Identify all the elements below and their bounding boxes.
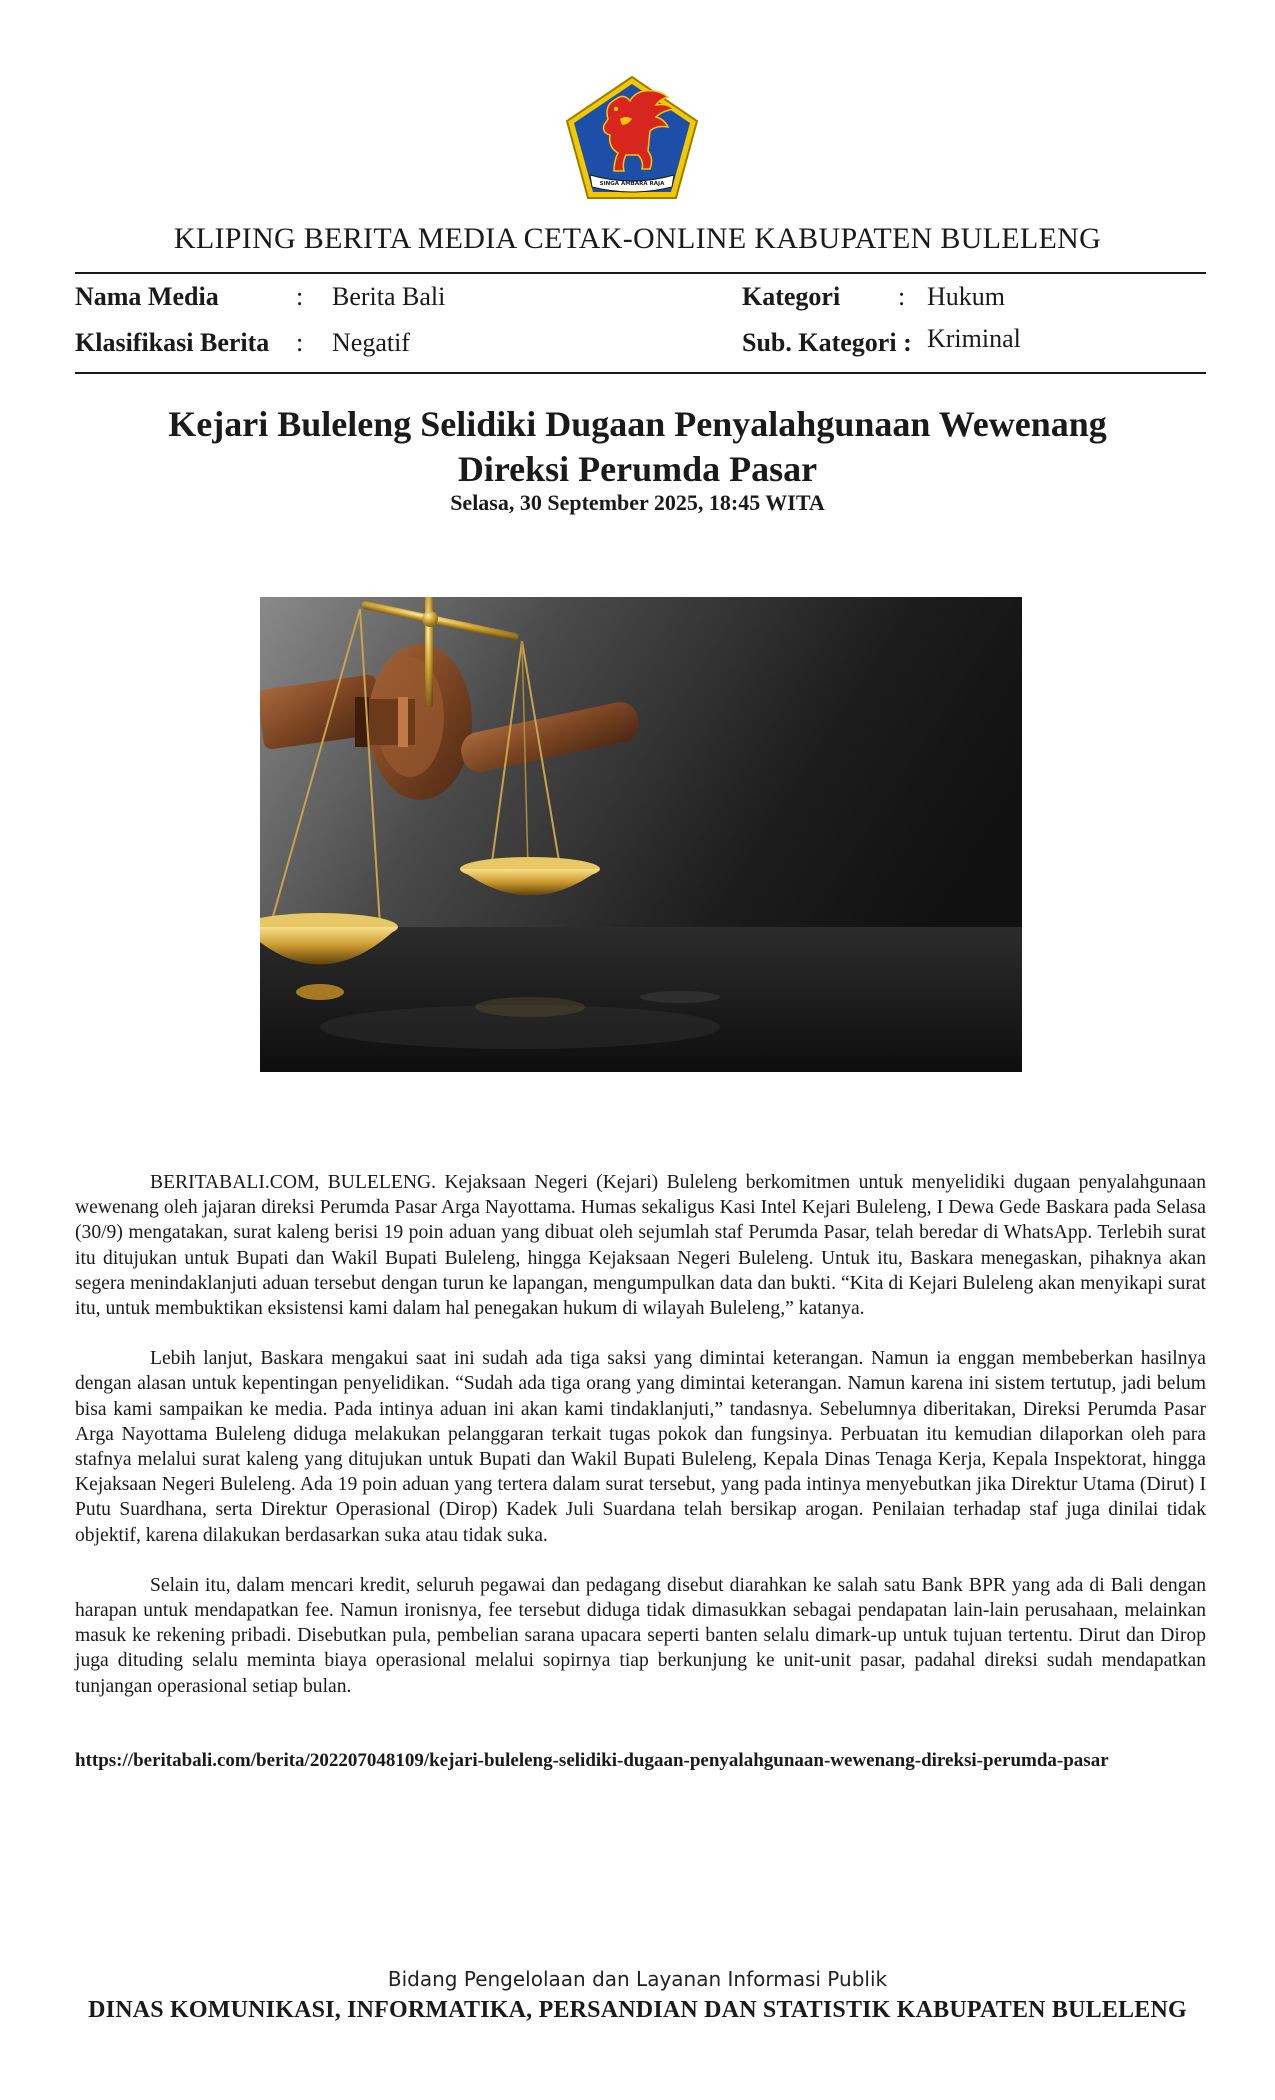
article-date: Selasa, 30 September 2025, 18:45 WITA bbox=[450, 490, 825, 515]
classification-value: Negatif bbox=[332, 328, 410, 357]
article-title-line-1: Kejari Buleleng Selidiki Dugaan Penyalahgunaan Wewenang bbox=[168, 404, 1107, 444]
gavel-and-scales-photo bbox=[260, 597, 1022, 1072]
media-value: Berita Bali bbox=[332, 282, 446, 311]
category-label: Kategori bbox=[742, 282, 841, 311]
media-label: Nama Media bbox=[75, 282, 219, 311]
article-paragraph-3: Selain itu, dalam mencari kredit, seluruh pegawai dan pedagang disebut diarahkan ke salah satu Bank BPR yang ada di Bali dengan harapan untuk mendapatkan fee. Namun ironisnya, fee tersebut diduga tidak dimasukkan sebagai pendapatan lain-lain perusahaan, melainkan masuk ke rekening pribadi. Disebutkan pula, pembelian sarana upacara seperti banten selalu dimark-up untuk tujuan tertentu. Dirut dan Dirop juga dituding selalu meminta biaya operasional melalui sopirnya tiap berkunjung ke unit-unit pasar, padahal direksi sudah mendapatkan tunjangan operasional setiap bulan. bbox=[75, 1574, 1206, 1697]
footer-department: Bidang Pengelolaan dan Layanan Informasi Publik bbox=[387, 1967, 888, 1991]
article-title-line-2: Direksi Perumda Pasar bbox=[457, 449, 818, 489]
category-colon: : bbox=[898, 282, 906, 311]
article-paragraph-1: BERITABALI.COM, BULELENG. Kejaksaan Negeri (Kejari) Buleleng berkomitmen untuk menyelidiki dugaan penyalahgunaan wewenang oleh jajaran direksi Perumda Pasar Arga Nayottama. Humas sekaligus Kasi Intel Kejari Buleleng, I Dewa Gede Baskara pada Selasa (30/9) mengatakan, surat kaleng berisi 19 poin aduan yang dibuat oleh sejumlah staf Perumda Pasar, telah beredar di WhatsApp. Terlebih surat itu ditujukan untuk Bupati dan Wakil Bupati Buleleng, hingga Kejaksaan Negeri Buleleng. Untuk itu, Baskara menegaskan, pihaknya akan segera menindaklanjuti aduan tersebut dengan turun ke lapangan, mengumpulkan data dan bukti. “Kita di Kejari Buleleng akan menyikapi surat itu, untuk membuktikan eksistensi kami dalam hal penegakan hukum di wilayah Buleleng,” katanya. bbox=[75, 1172, 1206, 1320]
article-body bbox=[75, 1170, 1206, 1724]
buleleng-regency-crest-icon bbox=[564, 75, 700, 200]
header-divider-bottom bbox=[75, 372, 1206, 374]
footer-office: DINAS KOMUNIKASI, INFORMATIKA, PERSANDIAN DAN STATISTIK KABUPATEN BULELENG bbox=[88, 1997, 1187, 2023]
svg-text:SINGA AMBARA RAJA: SINGA AMBARA RAJA bbox=[599, 181, 665, 187]
classification-label: Klasifikasi Berita bbox=[75, 328, 270, 357]
classification-colon: : bbox=[296, 328, 304, 357]
article-title bbox=[100, 402, 1175, 492]
subcategory-value: Kriminal bbox=[927, 324, 1021, 353]
clipping-header-title: KLIPING BERITA MEDIA CETAK-ONLINE KABUPATEN BULELENG bbox=[173, 222, 1102, 255]
subcategory-label: Sub. Kategori : bbox=[742, 328, 912, 357]
media-colon: : bbox=[296, 282, 304, 311]
header-divider-top bbox=[75, 272, 1206, 274]
meta-classification-row bbox=[0, 324, 1275, 360]
article-paragraph-2: Lebih lanjut, Baskara mengakui saat ini sudah ada tiga saksi yang dimintai keterangan. Namun ia enggan membeberkan hasilnya dengan alasan untuk kepentingan penyelidikan. “Sudah ada tiga orang yang dimintai keterangan. Namun karena ini sistem tertutup, jadi belum bisa kami sampaikan ke media. Pada intinya aduan ini akan kami tindaklanjuti,” tandasnya. Sebelumnya diberitakan, Direksi Perumda Pasar Arga Nayottama Buleleng diduga melakukan pelanggaran terkait tugas pokok dan fungsinya. Perbuatan itu kemudian dilaporkan oleh para stafnya melalui surat kaleng yang ditujukan untuk Bupati dan Wakil Bupati Buleleng, Kepala Dinas Tenaga Kerja, Kepala Inspektorat, hingga Kejaksaan Negeri Buleleng. Ada 19 poin aduan yang tertera dalam surat tersebut, yang pada intinya menyebutkan jika Direktur Utama (Dirut) I Putu Suardhana, serta Direktur Operasional (Dirop) Kadek Juli Suardana telah bersikap arogan. Penilaian terhadap staf juga dinilai tidak objektif, karena dilakukan berdasarkan suka atau tidak suka. bbox=[75, 1348, 1206, 1546]
category-value: Hukum bbox=[927, 282, 1005, 311]
source-url-link[interactable]: https://beritabali.com/berita/202207048109/kejari-buleleng-selidiki-dugaan-penyalahgunaan-wewenang-direksi-perumda-pasar bbox=[75, 1750, 1109, 1771]
meta-media-row bbox=[0, 282, 1275, 314]
